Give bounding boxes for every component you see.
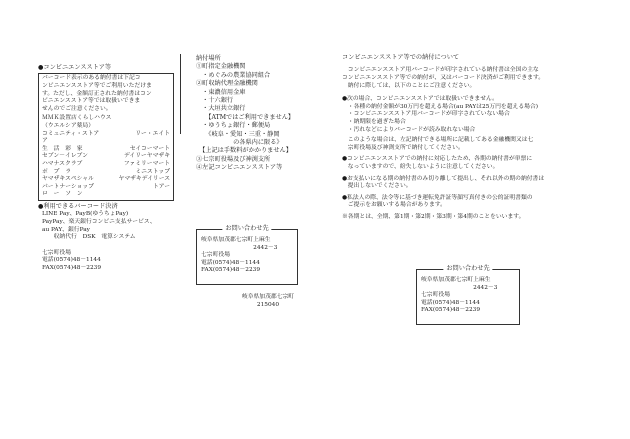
payment-place-line: 《岐阜・愛知・三重・静岡 [196,130,280,138]
contact-title: お問い合わせ先 [222,225,271,233]
store-row [42,161,170,169]
contact-fax: FAX(0574)48－2239 [421,307,481,314]
right-contact-box [416,265,520,325]
contact-address-number: 2442－3 [421,284,498,291]
para-line: 提出しないでください。 [342,183,412,190]
para-note [342,137,624,152]
store-name: パートナーショップ [42,183,94,190]
store-row [42,131,170,139]
store-name: ロ ー ソ ン [42,191,83,198]
para-line: ・納期限を過ぎた場合 [342,118,406,125]
payment-place-line: ・ゆうちょ銀行・郵便局 [196,122,271,130]
store-name: ヤマザキスペシャル [42,176,94,183]
store-name: ファミリーマート [123,160,170,167]
payment-place-line: ②町収納代理金融機関 [196,80,258,88]
payment-places-list [196,63,334,172]
middle-column [196,55,334,173]
office-phone: 電話(0574)48－1144 [42,257,101,264]
para-id-request [342,195,624,210]
municipality-name: 岐阜県加茂郡七宗町 [241,294,295,300]
barcode-line: PayPay、楽天銀行コンビニ支払サービス、 [42,218,156,225]
store-name: コミュニティ・ストア [42,130,100,137]
right-column [342,54,624,222]
para-line: ●お支払いになる期の納付書のみ切り離して提出し、それ以外の期の納付書は [342,175,545,182]
store-note-line: バーコード表示のある納付書は下記コ [42,75,141,82]
store-name: トアー [152,183,170,190]
store-row [42,115,170,123]
barcode-line: au PAY、銀行Pay [42,226,90,233]
store-note-line: せんのでご注意ください。 [42,105,112,112]
store-note-line: ンビニエンスストア等でご利用いただけま [42,83,152,89]
barcode-heading: ●利用できるバーコード決済 [38,202,118,210]
store-note-line: ビニエンスストア等では取扱いできま [42,98,141,105]
office-fax: FAX(0574)48－2239 [42,264,102,271]
contact-office: 七宗町役場 [201,252,230,259]
intro-line: コンビニエンスストア等での納付が、又はバーコード決済がご利用できます。 [342,75,545,81]
barcode-line: LINE Pay、PayB(ゆうちょPay) [42,211,129,218]
contact-office: 七宗町役場 [421,292,450,299]
payment-place-line: の各県内に限る》 [196,139,283,147]
store-name: セイコーマート [129,145,170,152]
store-row [42,191,170,199]
para-line: このような場合は、左記納付できる場所に記載してある金融機関又は七 [342,137,534,144]
payment-place-line: ③七宗町役場及び神渕支所 [196,155,271,163]
store-name: デイリーヤマザキ [124,153,170,160]
para-submit-only [342,176,624,191]
para-line: ・コンビニエンスストア用バーコードが印字されていない場合 [342,111,510,118]
para-line: なっていますので、紛失しないように注意してください。 [342,163,499,170]
contact-fax: FAX(0574)48－2239 [201,267,261,274]
payment-place-line: 【ATMではご利用できません】 [196,113,295,121]
para-single-slip [342,156,624,171]
payment-places-heading: 納付場所 [196,55,221,62]
municipality-footer [228,294,308,309]
store-name: セブン－イレブン [42,153,88,160]
intro-line: コンビニエンスストア用バーコードが印字されている納付書は全国の主な [342,67,539,74]
para-line: ●次の場合、コンビニエンスストアでは取扱いできません。 [342,96,498,103]
contact-address: 岐阜県加茂郡七宗町上麻生 [421,277,491,283]
store-row [42,153,170,161]
contact-phone: 電話(0574)48－1144 [421,299,480,306]
payment-place-line: ・大垣共立銀行 [196,105,246,113]
contact-address-number: 2442－3 [201,244,278,251]
store-list [42,115,170,199]
store-row [42,138,170,146]
office-info [38,250,174,273]
store-notes [42,75,170,113]
payment-place-line: ④左記コンビニエンスストア等 [196,164,283,172]
fold-line [180,54,181,134]
para-line: ・汚れなどによりバーコードが読み取れない場合 [342,126,476,133]
barcode-list [38,211,174,241]
barcode-line: 収納代行 DSK 電算システム [42,234,136,241]
store-name: リー・エイト [135,130,170,137]
para-line: ・各種の納付金額が30万円を超える場合(au PAYは25万円を超える場合) [342,103,538,110]
para-line: ご提示をお願いする場合があります。 [342,202,446,209]
intro [342,67,624,90]
footnote: ※各期とは、全期、第1期・第2期・第3期・第4期のことをいいます。 [342,213,525,220]
para-not-accepted [342,96,624,134]
payment-place-line: ①町指定金融機関 [196,63,246,71]
store-name: ア [42,138,48,145]
store-row [42,176,170,184]
store-note-line: す。ただし、金額訂正された納付書はコン [42,90,152,97]
store-row [42,123,170,131]
payment-place-line: 【上記は手数料がかかりません】 [196,147,292,155]
para-line: 宗町役場及び神渕支所で納付してください。 [342,144,464,151]
store-name: 生 活 彩 家 [42,145,83,152]
store-row [42,169,170,177]
contact-title: お問い合わせ先 [443,265,492,273]
intro-line: 納付に際しては、以下のことにご注意ください。 [342,82,476,89]
store-name: ＭＭＫ設置店くらしハウス [42,115,112,122]
right-heading: コンビニエンスストア等での納付について [342,54,460,61]
para-line: ●私法人の際、法令等に基づき運転免許証等顔写真付きの公的証明書類の [342,194,533,201]
store-name: ミニストップ [135,168,170,175]
payment-place-line: ・東濃信用金庫 [196,88,246,96]
middle-contact-box [196,225,298,285]
store-box [38,73,174,201]
municipality-code: 215040 [256,301,280,308]
para-line: ●コンビニエンスストアでの納付に対応したため、各期の納付書が単票に [342,156,533,163]
store-name: ポ プ ラ [42,168,71,175]
store-name: ヤマザキデイリース [118,176,170,183]
store-heading: ●コンビニエンスストア等 [38,64,112,71]
office-name: 七宗町役場 [42,249,71,256]
left-column [38,64,174,272]
store-name: ハマナスクラブ [42,160,83,167]
payment-place-line: ・十六銀行 [196,97,234,105]
contact-address: 岐阜県加茂郡七宗町上麻生 [201,237,271,243]
contact-phone: 電話(0574)48－1144 [201,259,260,266]
payment-place-line: ・めぐみの農業協同組合 [196,71,271,79]
store-name: （ウエルシア薬局） [42,122,95,129]
